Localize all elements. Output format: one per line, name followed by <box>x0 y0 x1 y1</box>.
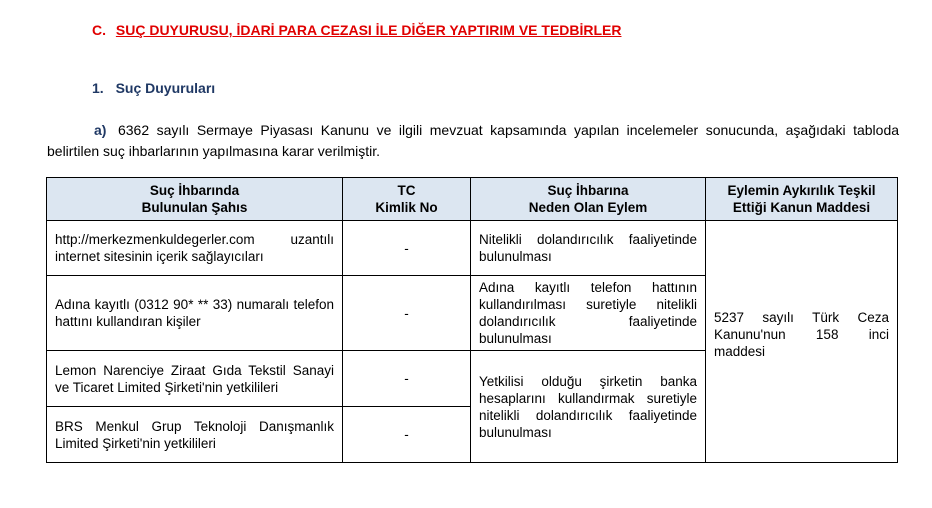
header-act-line2: Neden Olan Eylem <box>528 200 648 215</box>
paragraph-text: 6362 sayılı Sermaye Piyasası Kanunu ve ilgili mevzuat kapsamında yapılan incelemeler sonucunda, aşağıdaki tabloda belirtilen suç ihbarlarının yapılmasına karar verilmiştir. <box>47 122 900 159</box>
intro-paragraph <box>47 120 899 162</box>
header-tc <box>343 178 471 221</box>
subsection-number: 1. <box>92 80 104 96</box>
criminal-complaints-table <box>46 177 898 463</box>
subsection-title: Suç Duyuruları <box>115 80 216 96</box>
header-act <box>471 178 706 221</box>
cell-act: Adına kayıtlı telefon hattının kullandırılması suretiyle nitelikli dolandırıcılık faaliyetinde bulunulması <box>471 276 706 351</box>
header-person <box>47 178 343 221</box>
header-tc-line1: TC <box>397 183 416 198</box>
header-law-line1: Eylemin Aykırılık Teşkil <box>727 183 876 198</box>
cell-tc: - <box>343 351 471 407</box>
cell-tc: - <box>343 276 471 351</box>
cell-law <box>706 221 898 463</box>
cell-tc: - <box>343 407 471 463</box>
table-row <box>47 221 898 276</box>
header-person-line2: Bulunulan Şahıs <box>141 200 248 215</box>
law-text: 5237 sayılı Türk Ceza Kanunu'nun 158 inci maddesi <box>714 310 889 359</box>
header-act-line1: Suç İhbarına <box>547 183 629 198</box>
section-number: C. <box>92 22 106 38</box>
section-title: SUÇ DUYURUSU, İDARİ PARA CEZASI İLE DİĞER YAPTIRIM VE TEDBİRLER <box>115 22 622 38</box>
cell-person: Lemon Narenciye Ziraat Gıda Tekstil Sanayi ve Ticaret Limited Şirketi'nin yetkilileri <box>47 351 343 407</box>
cell-person: BRS Menkul Grup Teknoloji Danışmanlık Limited Şirketi'nin yetkilileri <box>47 407 343 463</box>
cell-person: Adına kayıtlı (0312 90* ** 33) numaralı telefon hattını kullandıran kişiler <box>47 276 343 351</box>
section-heading <box>92 22 622 38</box>
cell-act: Nitelikli dolandırıcılık faaliyetinde bulunulması <box>471 221 706 276</box>
header-law-line2: Ettiği Kanun Maddesi <box>732 200 871 215</box>
subsection-heading <box>92 80 215 96</box>
cell-tc: - <box>343 221 471 276</box>
table-header-row <box>47 178 898 221</box>
header-tc-line2: Kimlik No <box>375 200 438 215</box>
cell-act-shared: Yetkilisi olduğu şirketin banka hesaplarını kullandırmak suretiyle nitelikli dolandırıcılık faaliyetinde bulunulması <box>471 351 706 463</box>
header-law <box>706 178 898 221</box>
header-person-line1: Suç İhbarında <box>149 183 240 198</box>
cell-person: http://merkezmenkuldegerler.com uzantılı internet sitesinin içerik sağlayıcıları <box>47 221 343 276</box>
paragraph-label: a) <box>94 122 107 138</box>
